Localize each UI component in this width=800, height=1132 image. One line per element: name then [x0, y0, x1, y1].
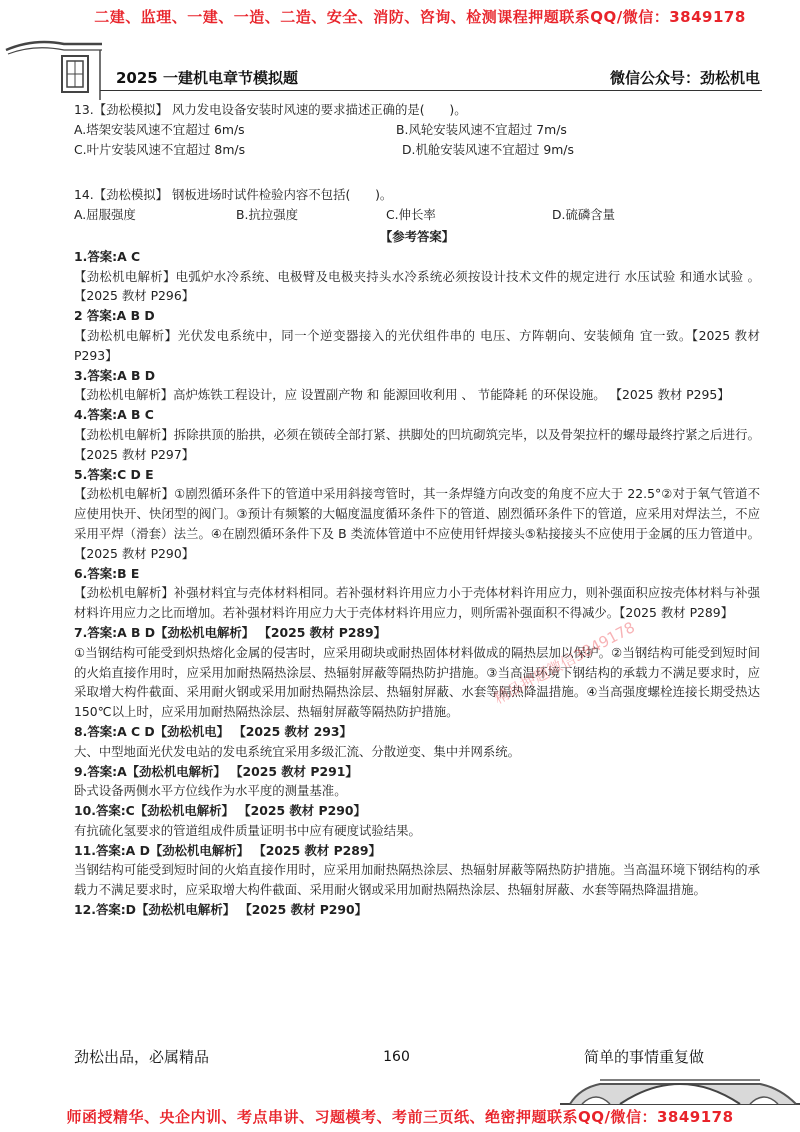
page-number: 160: [383, 1048, 410, 1065]
answer-head: 3.答案:A B D: [74, 367, 156, 383]
question-options: [74, 205, 760, 225]
option-c: C.伸长率: [386, 207, 436, 223]
page-header: [60, 60, 760, 88]
option-d: D.硫磷含量: [552, 207, 616, 223]
answer-head: 2 答案:A B D: [74, 308, 155, 324]
answer-head: 11.答案:A D【劲松机电解析】 【2025 教材 P289】: [74, 842, 381, 858]
reference-answers-title: 【参考答案】: [379, 228, 455, 244]
question-options: [74, 140, 760, 160]
answer-explanation: 【劲松机电解析】拆除拱顶的胎拱，必须在锁砖全部打紧、拱脚处的凹坑砌筑完毕，以及骨架拉杆的螺母最终拧紧之后进行。【2025 教材 P297】: [74, 426, 760, 462]
answer-head: 12.答案:D【劲松机电解析】 【2025 教材 P290】: [74, 902, 368, 918]
bottom-promo-banner: 师函授精华、央企内训、考点串讲、习题模考、考前三页纸、绝密押题联系QQ/微信：3849178: [66, 1108, 734, 1126]
answer-explanation: 有抗硫化氢要求的管道组成件质量证明书中应有硬度试验结果。: [74, 822, 421, 838]
document-body: [74, 100, 760, 920]
footer-slogan-left: 劲松出品，必属精品: [74, 1048, 210, 1066]
answer-explanation: 【劲松机电解析】高炉炼铁工程设计，应 设置副产物 和 能源回收利用 、 节能降耗 的环保设施。 【2025 教材 P295】: [74, 387, 730, 403]
answer-explanation: 【劲松机电解析】①剧烈循环条件下的管道中采用斜接弯管时，其一条焊缝方向改变的角度不应大于 22.5°②对于氧气管道不应使用快开、快闭型的阀门。③预计有频繁的大幅度温度循环条件下的管道、剧烈循环条件下的管道，应采用对焊法兰，不应采用平焊（滑套）法兰。④在剧烈循环条件下及 B 类流体管道中不应使用钎焊接头⑤粘接接头不应使用于金属的压力管道中。 【2025 教材 P290】: [74, 486, 760, 561]
answer-head: 9.答案:A【劲松机电解析】 【2025 教材 P291】: [74, 763, 358, 779]
bridge-ornament-icon: [560, 1066, 800, 1110]
answer-explanation: ①当钢结构可能受到炽热熔化金属的侵害时，应采用砌块或耐热固体材料做成的隔热层加以保护。②当钢结构可能受到短时间的火焰直接作用时，应采用加耐热隔热涂层、热辐射屏蔽等隔热防护措施。③当高温环境下钢结构的承载力不满足要求时，应采取增大构件截面、采用耐火钢或采用加耐热隔热涂层、热辐射屏蔽、水套等隔热降温措施。④当高强度螺栓连接长期受热达 150℃以上时，应采用加耐热隔热涂层、热辐射屏蔽等隔热防护措施。: [74, 644, 760, 720]
answer-head: 8.答案:A C D【劲松机电】 【2025 教材 293】: [74, 723, 352, 739]
option-a: A.屈服强度: [74, 207, 136, 223]
answer-head: 7.答案:A B D【劲松机电解析】 【2025 教材 P289】: [74, 624, 387, 640]
answer-explanation: 【劲松机电解析】光伏发电系统中，同一个逆变器接入的光伏组件串的 电压、方阵朝向、安装倾角 宜一致。【2025 教材 P293】: [74, 327, 760, 363]
header-account: 微信公众号：劲松机电: [609, 69, 760, 87]
watermark-text: 精品押题微信3849178: [490, 618, 638, 708]
question-stem: 13.【劲松模拟】 风力发电设备安装时风速的要求描述正确的是( )。: [74, 102, 467, 117]
header-title: 2025 一建机电章节模拟题: [116, 69, 298, 87]
question-stem: 14.【劲松模拟】 钢板进场时试件检验内容不包括( )。: [74, 187, 393, 203]
answer-explanation: 【劲松机电解析】电弧炉水冷系统、电极臂及电极夹持头水冷系统必须按设计技术文件的规定进行 水压试验 和通水试验 。 【2025 教材 P296】: [74, 268, 760, 304]
answer-explanation: 大、中型地面光伏发电站的发电系统宜采用多级汇流、分散逆变、集中并网系统。: [74, 743, 521, 759]
answer-explanation: 卧式设备两侧水平方位线作为水平度的测量基准。: [74, 783, 347, 799]
answer-explanation: 【劲松机电解析】补强材料宜与壳体材料相同。若补强材料许用应力小于壳体材料许用应力，则补强面积应按壳体材料与补强材料许用应力之比而增加。若补强材料许用应力大于壳体材料许用应力，则所需补强面积不得减少。【2025 教材 P289】: [74, 585, 760, 621]
top-promo-banner: 二建、监理、一建、一造、二造、安全、消防、咨询、检测课程押题联系QQ/微信：3849178: [94, 8, 746, 26]
answer-explanation: 当钢结构可能受到短时间的火焰直接作用时，应采用加耐热隔热涂层、热辐射屏蔽等隔热防护措施。当高温环境下钢结构的承载力不满足要求时，应采取增大构件截面、采用耐火钢或采用加耐热隔热涂层、热辐射屏蔽、水套等隔热降温措施。: [74, 862, 760, 898]
header-divider: [100, 90, 762, 91]
option-b: B.抗拉强度: [236, 207, 299, 223]
option-c: C.叶片安装风速不宜超过 8m/s: [74, 141, 246, 157]
answer-head: 10.答案:C【劲松机电解析】 【2025 教材 P290】: [74, 803, 366, 819]
option-d: D.机舱安装风速不宜超过 9m/s: [402, 141, 574, 157]
answer-head: 5.答案:C D E: [74, 466, 154, 482]
footer-slogan-right: 简单的事情重复做: [583, 1048, 704, 1066]
answer-head: 6.答案:B E: [74, 565, 140, 581]
answer-head: 4.答案:A B C: [74, 407, 154, 423]
option-a: A.塔架安装风速不宜超过 6m/s: [74, 121, 245, 137]
answer-head: 1.答案:A C: [74, 248, 141, 264]
page-footer: [74, 1046, 704, 1067]
option-b: B.风轮安装风速不宜超过 7m/s: [396, 121, 567, 137]
question-options: [74, 120, 760, 140]
